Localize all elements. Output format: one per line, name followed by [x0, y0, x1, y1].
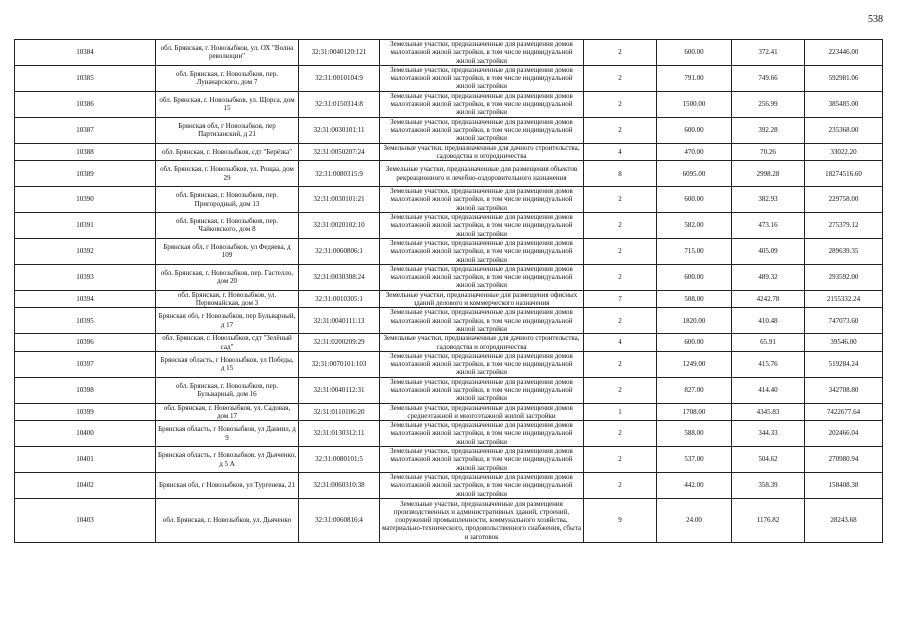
- cadastral-number-cell: 32:31:0060310:38: [299, 472, 380, 498]
- cadastral-number-cell: 32:31:0060816:4: [299, 498, 380, 542]
- row-number: 10401: [15, 447, 156, 473]
- cadastral-number-cell: 32:31:0030101:21: [299, 187, 380, 213]
- cadastral-value-cell: 18274516.60: [805, 161, 883, 187]
- cadastral-value-cell: 270980.94: [805, 447, 883, 473]
- table-row: [15, 377, 883, 403]
- cadastral-number-cell: 32:31:0060806:1: [299, 238, 380, 264]
- cadastral-number-cell: 32:31:0030308:24: [299, 264, 380, 290]
- specific-value-cell: 1176.82: [732, 498, 805, 542]
- address-cell: обл. Брянская, г. Новозыбков, сдт "Берёзка": [156, 143, 299, 161]
- cadastral-value-cell: 592981.06: [805, 65, 883, 91]
- cadastral-value-cell: 342708.80: [805, 377, 883, 403]
- cadastral-value-cell: 158408.38: [805, 472, 883, 498]
- cadastral-number-cell: 32:31:0080101:5: [299, 447, 380, 473]
- land-use-cell: Земельные участки, предназначенные для размещения домов малоэтажной жилой застройки, в том числе индивидуальной жилой застройки: [380, 65, 584, 91]
- area-cell: 582.00: [657, 213, 732, 239]
- area-cell: 537.00: [657, 447, 732, 473]
- address-cell: обл. Брянская, г. Новозыбков, пер. Луначарского, дом 7: [156, 65, 299, 91]
- cadastral-value-cell: 202466.04: [805, 421, 883, 447]
- address-cell: обл. Брянская, г. Новозыбков, пер. Бульварный, дом 16: [156, 377, 299, 403]
- cadastral-number-cell: 32:31:0130312:11: [299, 421, 380, 447]
- land-use-cell: Земельные участки, предназначенные для дачного строительства, садоводства и огородничества: [380, 143, 584, 161]
- address-cell: Брянская обл, г Новозыбков, ул Тургенева, 21: [156, 472, 299, 498]
- table-row: [15, 143, 883, 161]
- cadastral-number-cell: 32:31:0110106:20: [299, 403, 380, 421]
- group-cell: 2: [584, 351, 657, 377]
- specific-value-cell: 344.33: [732, 421, 805, 447]
- group-cell: 9: [584, 498, 657, 542]
- group-cell: 2: [584, 213, 657, 239]
- land-use-cell: Земельные участки, предназначенные для размещения домов малоэтажной жилой застройки, в том числе индивидуальной жилой застройки: [380, 308, 584, 334]
- row-number: 10384: [15, 40, 156, 66]
- address-cell: Брянская обл, г Новозыбков, пер Бульварный, д 17: [156, 308, 299, 334]
- address-cell: обл. Брянская, г. Новозыбков, пер. Чайковского, дом 8: [156, 213, 299, 239]
- specific-value-cell: 65.91: [732, 334, 805, 352]
- table-row: [15, 308, 883, 334]
- row-number: 10402: [15, 472, 156, 498]
- cadastral-value-cell: 223446.00: [805, 40, 883, 66]
- table-row: [15, 421, 883, 447]
- specific-value-cell: 414.40: [732, 377, 805, 403]
- group-cell: 4: [584, 143, 657, 161]
- group-cell: 2: [584, 40, 657, 66]
- cadastral-value-cell: 747073.60: [805, 308, 883, 334]
- area-cell: 6095.00: [657, 161, 732, 187]
- area-cell: 588.00: [657, 421, 732, 447]
- area-cell: 600.00: [657, 334, 732, 352]
- cadastral-value-cell: 2155332.24: [805, 290, 883, 308]
- table-row: [15, 498, 883, 542]
- row-number: 10398: [15, 377, 156, 403]
- row-number: 10386: [15, 91, 156, 117]
- area-cell: 827.00: [657, 377, 732, 403]
- table-row: [15, 334, 883, 352]
- table-row: [15, 290, 883, 308]
- row-number: 10400: [15, 421, 156, 447]
- table-row: [15, 238, 883, 264]
- cadastral-value-cell: 33022.20: [805, 143, 883, 161]
- specific-value-cell: 372.41: [732, 40, 805, 66]
- land-use-cell: Земельные участки, предназначенные для размещения домов малоэтажной жилой застройки, в том числе индивидуальной жилой застройки: [380, 117, 584, 143]
- land-use-cell: Земельные участки, предназначенные для размещения офисных зданий делового и коммерческого назначения: [380, 290, 584, 308]
- area-cell: 1249.00: [657, 351, 732, 377]
- address-cell: Брянская область, г Новозыбков, ул Победы, д 15: [156, 351, 299, 377]
- table-row: [15, 117, 883, 143]
- address-cell: обл. Брянская, г. Новозыбков, ул. Дьяченко: [156, 498, 299, 542]
- cadastral-value-cell: 293592.00: [805, 264, 883, 290]
- specific-value-cell: 410.48: [732, 308, 805, 334]
- address-cell: обл. Брянская, г. Новозыбков, сдт "Зелёный сад": [156, 334, 299, 352]
- address-cell: обл. Брянская, г. Новозыбков, ул. Первомайская, дом 3: [156, 290, 299, 308]
- row-number: 10395: [15, 308, 156, 334]
- specific-value-cell: 504.62: [732, 447, 805, 473]
- area-cell: 600.00: [657, 117, 732, 143]
- group-cell: 7: [584, 290, 657, 308]
- specific-value-cell: 4345.83: [732, 403, 805, 421]
- group-cell: 2: [584, 447, 657, 473]
- cadastral-value-cell: 519284.24: [805, 351, 883, 377]
- area-cell: 442.00: [657, 472, 732, 498]
- row-number: 10396: [15, 334, 156, 352]
- cadastral-number-cell: 32:31:0010305:1: [299, 290, 380, 308]
- group-cell: 8: [584, 161, 657, 187]
- group-cell: 2: [584, 187, 657, 213]
- row-number: 10387: [15, 117, 156, 143]
- land-use-cell: Земельные участки, предназначенные для размещения объектов рекреационного и лечебно-оздоровительного назначения: [380, 161, 584, 187]
- land-use-cell: Земельные участки, предназначенные для размещения домов малоэтажной жилой застройки, в том числе индивидуальной жилой застройки: [380, 238, 584, 264]
- specific-value-cell: 256.99: [732, 91, 805, 117]
- table-row: [15, 91, 883, 117]
- row-number: 10390: [15, 187, 156, 213]
- land-use-cell: Земельные участки, предназначенные для размещения домов малоэтажной жилой застройки, в том числе индивидуальной жилой застройки: [380, 213, 584, 239]
- area-cell: 24.00: [657, 498, 732, 542]
- area-cell: 715.00: [657, 238, 732, 264]
- address-cell: обл. Брянская, г. Новозыбков, ул. Щорса, дом 15: [156, 91, 299, 117]
- land-use-cell: Земельные участки, предназначенные для размещения домов малоэтажной жилой застройки, в том числе индивидуальной жилой застройки: [380, 91, 584, 117]
- row-number: 10403: [15, 498, 156, 542]
- area-cell: 1708.00: [657, 403, 732, 421]
- cadastral-value-table: [14, 39, 883, 543]
- land-use-cell: Земельные участки, предназначенные для размещения домов малоэтажной жилой застройки, в том числе индивидуальной жилой застройки: [380, 447, 584, 473]
- address-cell: Брянская область, г Новозыбков, ул Дьяченко, д 5 А: [156, 447, 299, 473]
- group-cell: 2: [584, 238, 657, 264]
- land-use-cell: Земельные участки, предназначенные для размещения домов малоэтажной жилой застройки, в том числе индивидуальной жилой застройки: [380, 264, 584, 290]
- specific-value-cell: 70.26: [732, 143, 805, 161]
- area-cell: 600.00: [657, 40, 732, 66]
- table-row: [15, 65, 883, 91]
- table-row: [15, 447, 883, 473]
- address-cell: обл. Брянская, г. Новозыбков, пер. Пригородный, дом 13: [156, 187, 299, 213]
- table-row: [15, 403, 883, 421]
- cadastral-number-cell: 32:31:0010104:9: [299, 65, 380, 91]
- cadastral-number-cell: 32:31:0050207:24: [299, 143, 380, 161]
- table-row: [15, 351, 883, 377]
- land-use-cell: Земельные участки, предназначенные для размещения домов малоэтажной жилой застройки, в том числе индивидуальной жилой застройки: [380, 421, 584, 447]
- land-use-cell: Земельные участки, предназначенные для размещения домов малоэтажной жилой застройки, в том числе индивидуальной жилой застройки: [380, 377, 584, 403]
- row-number: 10393: [15, 264, 156, 290]
- table-row: [15, 472, 883, 498]
- group-cell: 2: [584, 65, 657, 91]
- land-use-cell: Земельные участки, предназначенные для размещения производственных и административных зданий, строений, сооружений промышленности, коммунального хозяйства, материально-технического, продовольственного снабжения, сбыта и заготовок: [380, 498, 584, 542]
- cadastral-number-cell: 32:31:0040112:31: [299, 377, 380, 403]
- cadastral-number-cell: 32:31:0020102:10: [299, 213, 380, 239]
- cadastral-number-cell: 32:31:0200209:29: [299, 334, 380, 352]
- address-cell: Брянская область, г Новозыбков, ул Даниил, д 9: [156, 421, 299, 447]
- row-number: 10397: [15, 351, 156, 377]
- group-cell: 2: [584, 377, 657, 403]
- specific-value-cell: 4242.78: [732, 290, 805, 308]
- land-use-cell: Земельные участки, предназначенные для размещения домов малоэтажной жилой застройки, в том числе индивидуальной жилой застройки: [380, 351, 584, 377]
- cadastral-value-cell: 275379.12: [805, 213, 883, 239]
- specific-value-cell: 392.28: [732, 117, 805, 143]
- group-cell: 2: [584, 264, 657, 290]
- specific-value-cell: 2998.28: [732, 161, 805, 187]
- address-cell: обл. Брянская, г. Новозыбков, ул. Рощаа, дом 29: [156, 161, 299, 187]
- cadastral-value-cell: 385485.00: [805, 91, 883, 117]
- land-use-cell: Земельные участки, предназначенные для размещения домов малоэтажной жилой застройки, в том числе индивидуальной жилой застройки: [380, 472, 584, 498]
- row-number: 10399: [15, 403, 156, 421]
- page-number: 538: [868, 14, 883, 25]
- row-number: 10385: [15, 65, 156, 91]
- land-use-cell: Земельные участки, предназначенные для дачного строительства, садоводства и огородничества: [380, 334, 584, 352]
- specific-value-cell: 358.39: [732, 472, 805, 498]
- cadastral-value-cell: 235368.00: [805, 117, 883, 143]
- row-number: 10388: [15, 143, 156, 161]
- area-cell: 1820.00: [657, 308, 732, 334]
- cadastral-number-cell: 32:31:0030101:11: [299, 117, 380, 143]
- land-use-cell: Земельные участки, предназначенные для размещения домов среднеэтажной и многоэтажной жилой застройки: [380, 403, 584, 421]
- area-cell: 1500.00: [657, 91, 732, 117]
- table-row: [15, 264, 883, 290]
- cadastral-number-cell: 32:31:0150314:8: [299, 91, 380, 117]
- group-cell: 2: [584, 117, 657, 143]
- table-row: [15, 213, 883, 239]
- row-number: 10389: [15, 161, 156, 187]
- group-cell: 2: [584, 421, 657, 447]
- address-cell: Брянская обл, г Новозыбков, пер Партизанский, д 21: [156, 117, 299, 143]
- specific-value-cell: 749.66: [732, 65, 805, 91]
- address-cell: обл. Брянская, г. Новозыбков, ул. Садовая, дом 17: [156, 403, 299, 421]
- cadastral-value-cell: 289639.35: [805, 238, 883, 264]
- row-number: 10394: [15, 290, 156, 308]
- group-cell: 1: [584, 403, 657, 421]
- area-cell: 470.00: [657, 143, 732, 161]
- cadastral-value-cell: 7422677.64: [805, 403, 883, 421]
- land-use-cell: Земельные участки, предназначенные для размещения домов малоэтажной жилой застройки, в том числе индивидуальной жилой застройки: [380, 187, 584, 213]
- area-cell: 791.00: [657, 65, 732, 91]
- row-number: 10391: [15, 213, 156, 239]
- specific-value-cell: 415.76: [732, 351, 805, 377]
- area-cell: 600.00: [657, 187, 732, 213]
- specific-value-cell: 473.16: [732, 213, 805, 239]
- cadastral-number-cell: 32:31:0070101:103: [299, 351, 380, 377]
- cadastral-number-cell: 32:31:0040111:13: [299, 308, 380, 334]
- specific-value-cell: 489.32: [732, 264, 805, 290]
- table-row: [15, 187, 883, 213]
- area-cell: 508.00: [657, 290, 732, 308]
- table-row: [15, 161, 883, 187]
- address-cell: Брянская обл, г Новозыбков, ул Федяева, д 109: [156, 238, 299, 264]
- cadastral-value-cell: 28243.68: [805, 498, 883, 542]
- cadastral-value-cell: 229758.00: [805, 187, 883, 213]
- address-cell: обл. Брянская, г. Новозыбков, пер. Гастелло, дом 20: [156, 264, 299, 290]
- specific-value-cell: 405.09: [732, 238, 805, 264]
- area-cell: 600.00: [657, 264, 732, 290]
- group-cell: 4: [584, 334, 657, 352]
- land-use-cell: Земельные участки, предназначенные для размещения домов малоэтажной жилой застройки, в том числе индивидуальной жилой застройки: [380, 40, 584, 66]
- cadastral-value-cell: 39546.00: [805, 334, 883, 352]
- group-cell: 2: [584, 308, 657, 334]
- cadastral-number-cell: 32:31:0040120:121: [299, 40, 380, 66]
- cadastral-number-cell: 32:31:0080315:9: [299, 161, 380, 187]
- row-number: 10392: [15, 238, 156, 264]
- group-cell: 2: [584, 472, 657, 498]
- specific-value-cell: 382.93: [732, 187, 805, 213]
- table-row: [15, 40, 883, 66]
- address-cell: обл. Брянская, г. Новозыбков, ул. ОХ "Волна революции": [156, 40, 299, 66]
- group-cell: 2: [584, 91, 657, 117]
